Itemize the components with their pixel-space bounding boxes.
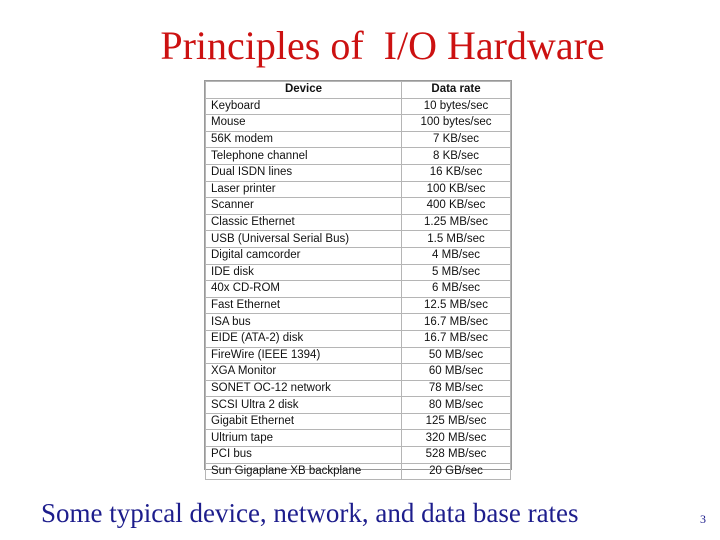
device-cell: Keyboard bbox=[206, 98, 402, 115]
table-row bbox=[206, 98, 511, 115]
data-rate-cell: 12.5 MB/sec bbox=[402, 297, 511, 314]
table-row bbox=[206, 148, 511, 165]
device-cell: Laser printer bbox=[206, 181, 402, 198]
table-row bbox=[206, 264, 511, 281]
table-row bbox=[206, 364, 511, 381]
data-rate-cell: 400 KB/sec bbox=[402, 198, 511, 215]
data-rate-cell: 100 bytes/sec bbox=[402, 115, 511, 132]
data-rate-cell: 20 GB/sec bbox=[402, 463, 511, 480]
device-cell: ISA bus bbox=[206, 314, 402, 331]
table-body bbox=[206, 98, 511, 480]
device-cell: SCSI Ultra 2 disk bbox=[206, 397, 402, 414]
table-row bbox=[206, 231, 511, 248]
device-cell: Telephone channel bbox=[206, 148, 402, 165]
table-row bbox=[206, 297, 511, 314]
data-rate-cell: 60 MB/sec bbox=[402, 364, 511, 381]
table-row bbox=[206, 198, 511, 215]
device-rate-table bbox=[204, 80, 512, 477]
device-cell: Ultrium tape bbox=[206, 430, 402, 447]
column-header-device: Device bbox=[206, 82, 402, 99]
data-rate-cell: 1.25 MB/sec bbox=[402, 214, 511, 231]
device-cell: Dual ISDN lines bbox=[206, 164, 402, 181]
device-cell: EIDE (ATA-2) disk bbox=[206, 330, 402, 347]
table-row bbox=[206, 281, 511, 298]
slide-title: Principles of I/O Hardware bbox=[160, 23, 605, 68]
table-row bbox=[206, 330, 511, 347]
data-rate-cell: 125 MB/sec bbox=[402, 413, 511, 430]
device-cell: XGA Monitor bbox=[206, 364, 402, 381]
data-rate-cell: 16 KB/sec bbox=[402, 164, 511, 181]
device-cell: USB (Universal Serial Bus) bbox=[206, 231, 402, 248]
data-rate-cell: 5 MB/sec bbox=[402, 264, 511, 281]
table-row bbox=[206, 347, 511, 364]
device-cell: PCI bus bbox=[206, 447, 402, 464]
device-cell: SONET OC-12 network bbox=[206, 380, 402, 397]
device-cell: 56K modem bbox=[206, 131, 402, 148]
table-row bbox=[206, 115, 511, 132]
device-cell: Classic Ethernet bbox=[206, 214, 402, 231]
table-row bbox=[206, 447, 511, 464]
table-row bbox=[206, 164, 511, 181]
table-row bbox=[206, 430, 511, 447]
device-cell: Sun Gigaplane XB backplane bbox=[206, 463, 402, 480]
table-row bbox=[206, 380, 511, 397]
device-cell: IDE disk bbox=[206, 264, 402, 281]
data-rate-cell: 320 MB/sec bbox=[402, 430, 511, 447]
table-row bbox=[206, 247, 511, 264]
slide-caption: Some typical device, network, and data base rates bbox=[41, 498, 579, 528]
data-rate-cell: 7 KB/sec bbox=[402, 131, 511, 148]
table-row bbox=[206, 397, 511, 414]
device-cell: 40x CD-ROM bbox=[206, 281, 402, 298]
device-cell: Fast Ethernet bbox=[206, 297, 402, 314]
data-rate-cell: 528 MB/sec bbox=[402, 447, 511, 464]
device-cell: Scanner bbox=[206, 198, 402, 215]
table-row bbox=[206, 463, 511, 480]
device-cell: Gigabit Ethernet bbox=[206, 413, 402, 430]
table-row bbox=[206, 314, 511, 331]
device-cell: Mouse bbox=[206, 115, 402, 132]
data-rate-cell: 78 MB/sec bbox=[402, 380, 511, 397]
column-header-data-rate: Data rate bbox=[402, 82, 511, 99]
data-rate-cell: 16.7 MB/sec bbox=[402, 314, 511, 331]
rates-table bbox=[205, 81, 511, 480]
data-rate-cell: 10 bytes/sec bbox=[402, 98, 511, 115]
table-row bbox=[206, 214, 511, 231]
data-rate-cell: 6 MB/sec bbox=[402, 281, 511, 298]
table-header bbox=[206, 82, 511, 99]
table-row bbox=[206, 181, 511, 198]
device-cell: FireWire (IEEE 1394) bbox=[206, 347, 402, 364]
device-cell: Digital camcorder bbox=[206, 247, 402, 264]
page-number: 3 bbox=[700, 512, 706, 526]
table-row bbox=[206, 131, 511, 148]
data-rate-cell: 4 MB/sec bbox=[402, 247, 511, 264]
header-row bbox=[206, 82, 511, 99]
table-row bbox=[206, 413, 511, 430]
data-rate-cell: 100 KB/sec bbox=[402, 181, 511, 198]
data-rate-cell: 1.5 MB/sec bbox=[402, 231, 511, 248]
data-rate-cell: 8 KB/sec bbox=[402, 148, 511, 165]
data-rate-cell: 16.7 MB/sec bbox=[402, 330, 511, 347]
data-rate-cell: 80 MB/sec bbox=[402, 397, 511, 414]
data-rate-cell: 50 MB/sec bbox=[402, 347, 511, 364]
